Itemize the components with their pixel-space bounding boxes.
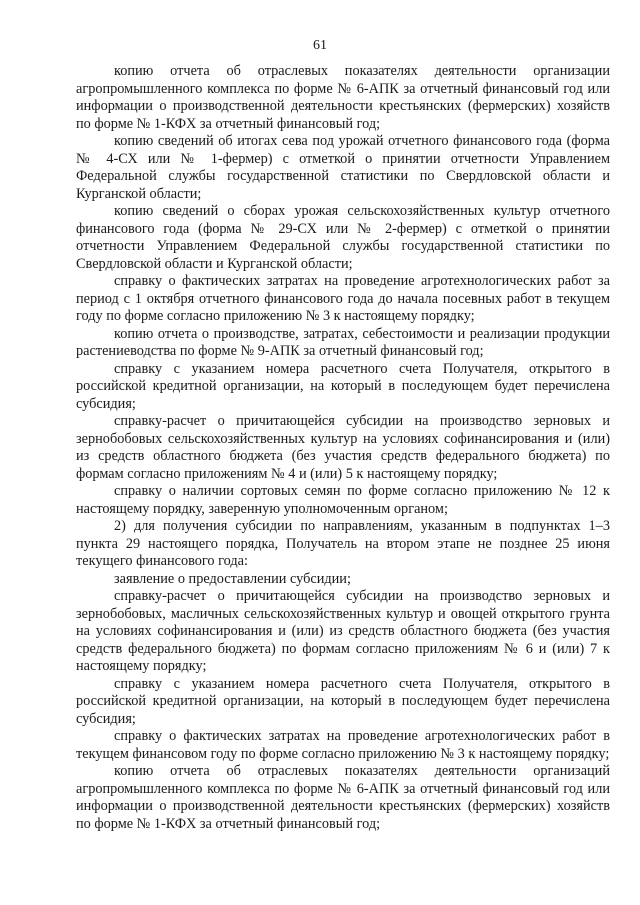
- paragraph: копию отчета об отраслевых показателях деятельности организации агропромышленного комплекса по форме № 6-АПК за отчетный финансовый год или информации о производственной деятельности крестьянских (фермерских) хозяйств по форме № 1-КФХ за отчетный финансовый год;: [76, 63, 610, 132]
- paragraph: 2) для получения субсидии по направлениям, указанным в подпунктах 1–3 пункта 29 настоящего порядка, Получатель на втором этапе не позднее 25 июня текущего финансового года:: [76, 518, 610, 569]
- paragraph: справку-расчет о причитающейся субсидии на производство зерновых и зернобобовых сельскохозяйственных культур на условиях софинансирования и (или) из средств областного бюджета (без участия средств федерального бюджета) по формам согласно приложениям № 4 и (или) 5 к настоящему порядку;: [76, 413, 610, 482]
- paragraph: копию сведений об итогах сева под урожай отчетного финансового года (форма № 4-СХ или № 1-фермер) с отметкой о принятии отчетности Управлением Федеральной службы государственной статистики по Свердловской области и Курганской области;: [76, 133, 610, 202]
- document-body: [76, 63, 610, 833]
- paragraph: копию сведений о сборах урожая сельскохозяйственных культур отчетного финансового года (форма № 29-СХ или № 2-фермер) с отметкой о принятии отчетности Управлением Федеральной службы государственной статистики по Свердловской области и Курганской области;: [76, 203, 610, 272]
- paragraph: справку с указанием номера расчетного счета Получателя, открытого в российской кредитной организации, на который в последующем будет перечислена субсидия;: [76, 675, 610, 727]
- paragraph: заявление о предоставлении субсидии;: [114, 570, 351, 587]
- paragraph: копию отчета об отраслевых показателях деятельности организаций агропромышленного комплекса по форме № 6-АПК за отчетный финансовый год или информации о производственной деятельности крестьянских (фермерских) хозяйств по форме № 1-КФХ за отчетный финансовый год;: [76, 763, 610, 832]
- paragraph: справку о наличии сортовых семян по форме согласно приложению № 12 к настоящему порядку, заверенную уполномоченным органом;: [76, 483, 610, 517]
- paragraph: справку с указанием номера расчетного счета Получателя, открытого в российской кредитной организации, на который в последующем будет перечислена субсидия;: [76, 360, 610, 412]
- paragraph: копию отчета о производстве, затратах, себестоимости и реализации продукции растениеводства по форме № 9-АПК за отчетный финансовый год;: [76, 325, 610, 359]
- paragraph: справку-расчет о причитающейся субсидии на производство зерновых и зернобобовых, масличных сельскохозяйственных культур и овощей открытого грунта на условиях софинансирования и (или) из средств областного бюджета (без участия средств федерального бюджета) по формам согласно приложениям № 6 и (или) 7 к настоящему порядку;: [76, 588, 610, 674]
- page-number: 61: [313, 38, 327, 53]
- paragraph: справку о фактических затратах на проведение агротехнологических работ за период с 1 октября отчетного финансового года до начала посевных работ в текущем году по форме согласно приложению № 3 к настоящему порядку;: [76, 273, 610, 324]
- paragraph: справку о фактических затратах на проведение агротехнологических работ в текущем финансовом году по форме согласно приложению № 3 к настоящему порядку;: [76, 728, 610, 762]
